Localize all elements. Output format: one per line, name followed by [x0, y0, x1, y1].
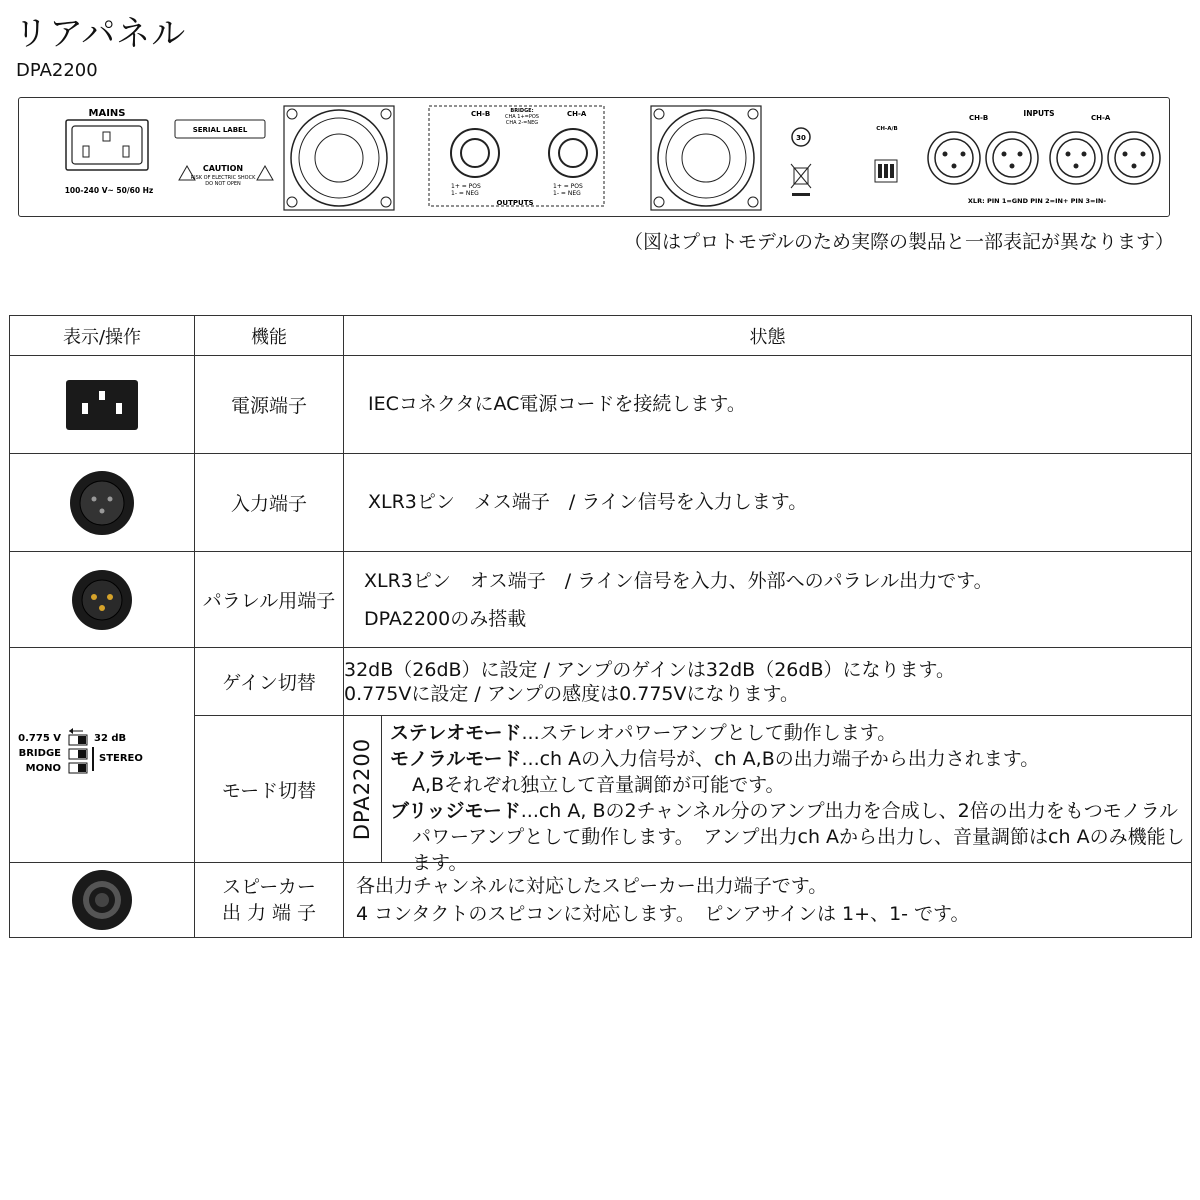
fan-icon: [651, 106, 761, 210]
weee-bin-icon: [791, 164, 811, 196]
func-speaker-2: 出 力 端 子: [221, 902, 317, 924]
mono-mode-desc: ...ch Aの入力信号が、ch A,Bの出力端子から出力されます。: [521, 748, 1040, 770]
caution-title: CAUTION: [202, 164, 244, 173]
chab-label: CH-A/B: [876, 126, 898, 132]
model-name: DPA2200: [16, 60, 98, 81]
inputs-label: INPUTS: [1023, 109, 1055, 118]
serial-label: SERIAL LABEL: [192, 126, 248, 134]
switch-0775v: 0.775 V: [18, 733, 61, 744]
header-function: 機能: [195, 316, 344, 356]
func-input: 入力端子: [195, 454, 344, 552]
dip-switch-icon: [17, 725, 187, 785]
desc-input: XLR3ピン メス端子 / ライン信号を入力します。: [344, 454, 1192, 552]
speakon-icon: [451, 129, 597, 177]
desc-speaker-2: 4 コンタクトのスピコンに対応します。 ピンアサインは 1+、1- です。: [356, 903, 970, 925]
xlr-female-icon: [928, 132, 1160, 184]
xlr-female-icon: [68, 469, 136, 537]
xlr-pin-label: XLR: PIN 1=GND PIN 2=IN+ PIN 3=IN-: [967, 197, 1107, 205]
switch-stereo: STEREO: [99, 753, 143, 764]
mono-mode-desc-cont: A,Bそれぞれ独立して音量調節が可能です。: [412, 774, 785, 796]
outputs-label: OUTPUTS: [496, 199, 534, 207]
voltage-label: 100-240 V~ 50/60 Hz: [64, 186, 154, 195]
bridge-mode-desc-cont: パワーアンプとして動作します。 アンプ出力ch Aから出力し、音量調節はch Aのみ機能します。: [412, 826, 1185, 874]
caution-text-1: RISK OF ELECTRIC SHOCK: [190, 175, 256, 181]
func-speaker-1: スピーカー: [222, 876, 316, 898]
bridge-mode-desc: ...ch A, Bの2チャンネル分のアンプ出力を合成し、2倍の出力をもつモノラル: [520, 800, 1179, 822]
neg-label-a: 1- = NEG: [553, 190, 581, 197]
pos-label-b: 1+ = POS: [451, 183, 481, 190]
desc-power: IECコネクタにAC電源コードを接続します。: [344, 356, 1192, 454]
mains-label: MAINS: [88, 108, 126, 119]
switch-bridge: BRIDGE: [18, 748, 61, 759]
desc-speaker-1: 各出力チャンネルに対応したスピーカー出力端子です。: [356, 875, 828, 897]
speakon-icon: [70, 868, 134, 932]
table-row: [10, 648, 1192, 716]
desc-parallel-1: XLR3ピン オス端子 / ライン信号を入力、外部へのパラレル出力です。: [364, 569, 993, 592]
mode-model-label: DPA2200: [350, 737, 375, 841]
bridge-mode-title: ブリッジモード: [390, 800, 521, 822]
table-row: [10, 454, 1192, 552]
func-mode: モード切替: [195, 716, 344, 863]
desc-gain-2: 0.775Vに設定 / アンプの感度は0.775Vになります。: [344, 682, 799, 705]
bridge-line-1: CHA 1+=POS: [505, 114, 539, 120]
switch-32db: 32 dB: [94, 733, 127, 744]
iec-power-inlet-icon: [65, 379, 139, 431]
iec-power-inlet-icon: [66, 120, 148, 170]
rear-panel-illustration: [18, 97, 1170, 217]
input-cha-label: CH-A: [1091, 114, 1111, 122]
func-parallel: パラレル用端子: [195, 552, 344, 648]
bridge-label: BRIDGE:: [510, 108, 534, 114]
dip-switch-icon: [875, 160, 897, 182]
input-chb-label: CH-B: [969, 114, 989, 122]
output-chb-label: CH-B: [471, 110, 491, 118]
table-row: [10, 552, 1192, 648]
func-power: 電源端子: [195, 356, 344, 454]
fan-icon: [284, 106, 394, 210]
func-gain: ゲイン切替: [195, 648, 344, 716]
prototype-note: （図はプロトモデルのため実際の製品と一部表記が異なります）: [623, 231, 1174, 253]
table-row: [10, 356, 1192, 454]
header-state: 状態: [344, 316, 1192, 356]
mono-mode-title: モノラルモード: [390, 748, 522, 770]
stereo-mode-desc: ...ステレオパワーアンプとして動作します。: [521, 722, 897, 744]
output-cha-label: CH-A: [567, 110, 587, 118]
badge-30: 30: [796, 134, 806, 142]
header-display: 表示/操作: [10, 316, 195, 356]
xlr-male-icon: [986, 132, 1102, 184]
switch-mono: MONO: [25, 763, 61, 774]
stereo-mode-title: ステレオモード: [390, 722, 522, 744]
pos-label-a: 1+ = POS: [553, 183, 583, 190]
spec-table: [9, 315, 1192, 938]
page-title: リアパネル: [14, 14, 187, 54]
neg-label-b: 1- = NEG: [451, 190, 479, 197]
xlr-male-icon: [70, 568, 134, 632]
desc-gain-1: 32dB（26dB）に設定 / アンプのゲインは32dB（26dB）になります。: [344, 658, 955, 681]
bridge-line-2: CHA 2-=NEG: [505, 120, 539, 126]
caution-text-2: DO NOT OPEN: [205, 181, 241, 187]
desc-parallel-2: DPA2200のみ搭載: [364, 607, 527, 630]
